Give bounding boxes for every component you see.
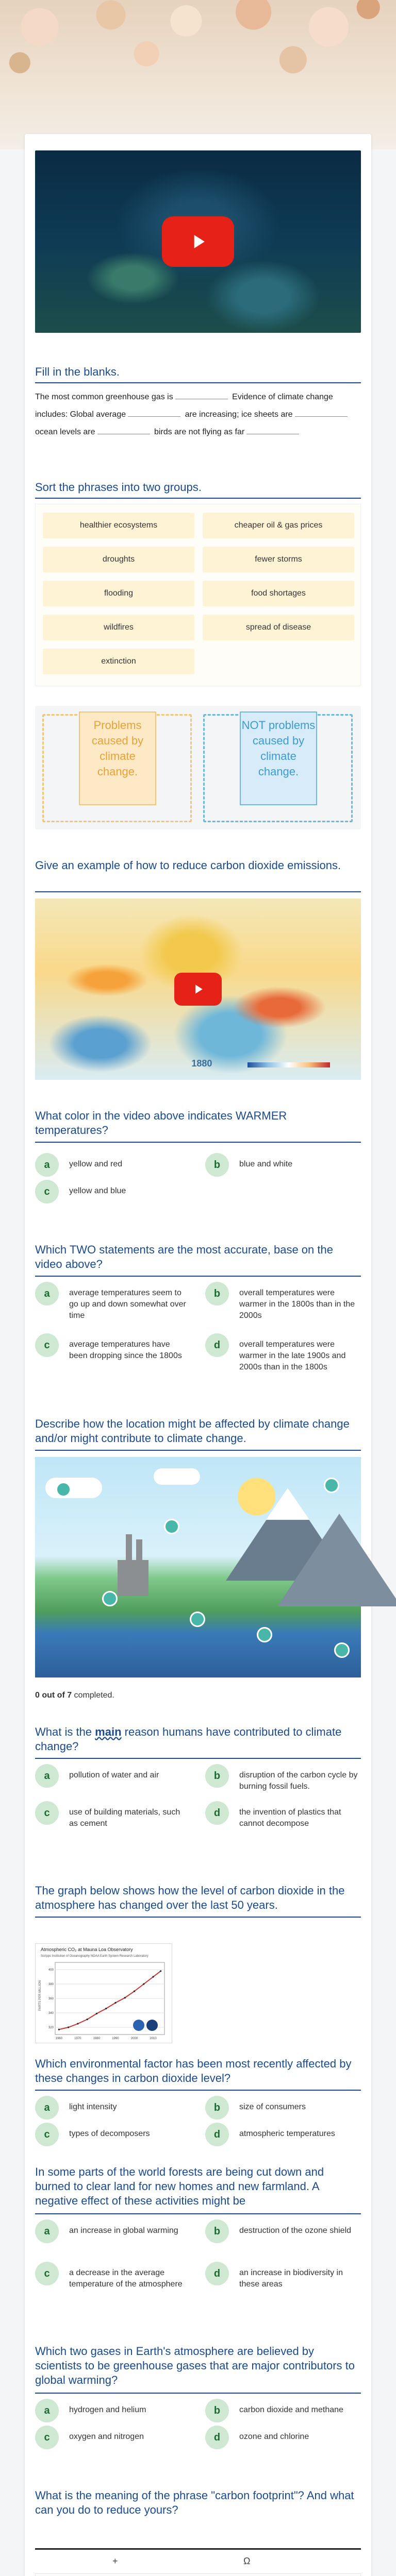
choice-text: types of decomposers [69,2129,150,2138]
chart-title: Atmospheric CO₂ at Mauna Loa Observatory [41,1947,133,1952]
target-problems[interactable] [42,714,192,822]
co2-graph [35,1943,172,2043]
q-gases-heading: Which two gases in Earth's atmosphere are believed by scientists to be greenhouse gases that are major contributors to global warming? [35,2345,355,2386]
choice-a[interactable] [35,1153,190,1177]
factory [118,1560,148,1596]
hotspot[interactable] [324,1478,339,1493]
choice-text: overall temperatures were warmer in the 1800s than in the 2000s [239,1289,355,1320]
heading-rule [35,1276,361,1277]
choice-letter: d [205,2262,229,2285]
choice-letter: a [35,1764,59,1788]
choice-letter: b [205,1153,229,1177]
choice-letter: b [205,2399,229,2422]
y-tick-label: 360 [48,1997,54,2001]
y-tick-label: 340 [48,2012,54,2015]
choice-c[interactable] [35,2426,190,2449]
blank-input[interactable] [295,408,348,417]
scripps-logo [146,2020,158,2031]
choice-letter: b [205,1282,229,1306]
x-tick-label: 2010 [150,2037,157,2040]
q-color-heading: What color in the video above indicates WARMER temperatures? [35,1109,287,1137]
heading-rule [35,2090,361,2091]
choice-text: light intensity [69,2103,117,2111]
heading-rule [35,1142,361,1143]
x-tick-label: 1970 [74,2037,81,2040]
choice-letter: d [205,2123,229,2146]
heading-rule [35,1917,361,1918]
choice-letter: b [205,2096,229,2120]
choice-letter: c [35,2426,59,2449]
play-icon [190,981,206,997]
seashell-banner [0,0,396,149]
choice-d[interactable] [205,2262,360,2290]
choice-text: an increase in biodiversity in these areas [239,2268,343,2289]
fill-in-heading: Fill in the blanks. [35,365,120,378]
choice-text: ozone and chlorine [239,2432,309,2441]
blank-input[interactable] [175,390,228,399]
choice-b[interactable] [205,1282,360,1321]
cloud [45,1478,102,1498]
play-button[interactable] [174,973,222,1006]
smokestack [126,1534,132,1560]
choice-d[interactable] [205,1333,360,1373]
q-reason-heading-post: reason humans have contributed to climate change? [35,1725,342,1753]
choice-text: a decrease in the average temperature of the atmosphere [69,2268,183,2289]
target-not-problems-label: NOT problems caused by climate change. [240,711,317,805]
choice-a[interactable] [35,1282,190,1321]
choice-text: the invention of plastics that cannot decompose [239,1808,341,1828]
color-scale-legend [248,1062,330,1067]
temperature-map-video[interactable] [35,899,361,1080]
choice-letter: c [35,1180,59,1204]
choice-c[interactable] [35,2262,190,2290]
choice-text: overall temperatures were warmer in the late 1900s and 2000s than in the 1800s [239,1340,346,1371]
q-two-options [35,1282,361,1390]
co2-chart [36,1944,172,2043]
y-tick-label: 320 [48,2026,54,2029]
co2-point [96,2013,97,2014]
choice-a[interactable] [35,2399,190,2422]
choice-text: average temperatures have been dropping since the 1800s [69,1340,182,1360]
choice-c[interactable] [35,1801,190,1829]
choice-text: use of building materials, such as cement [69,1808,180,1828]
heading-rule [35,1758,361,1759]
choice-letter: d [205,2426,229,2449]
fill-in-part: ocean levels are [35,428,95,436]
y-axis-label: PARTS PER MILLION [39,1980,42,2011]
choice-letter: c [35,2123,59,2146]
choice-letter: a [35,2399,59,2422]
choice-text: atmospheric temperatures [239,2129,335,2138]
y-tick-label: 380 [48,1983,54,1986]
co2-point [143,1983,144,1985]
co2-point [87,2019,88,2020]
choice-letter: a [35,2096,59,2120]
completed-count: 0 out of 7 [35,1691,72,1700]
sort-chip[interactable]: healthier ecosystems [43,513,194,538]
choice-text: yellow and blue [69,1187,126,1195]
hotspot[interactable] [334,1642,350,1658]
sort-chip-tray [35,504,361,686]
co2-point [134,1990,135,1992]
fill-in-text [35,388,361,441]
heading-rule [35,1450,361,1451]
choice-text: yellow and red [69,1160,123,1168]
video-year: 1880 [191,1058,212,1069]
sort-chip[interactable]: spread of disease [203,615,354,640]
blank-input[interactable] [128,408,180,417]
answer-toolbar [35,2548,361,2574]
choice-text: an increase in global warming [69,2226,178,2235]
co2-point [160,1970,161,1972]
q-two-heading: Which TWO statements are the most accurate, base on the video above? [35,1243,333,1270]
co2-point [152,1976,154,1977]
climate-landscape-image [35,1457,361,1677]
choice-letter: a [35,1153,59,1177]
choice-text: hydrogen and helium [69,2405,146,2414]
x-tick-label: 2000 [130,2037,138,2040]
choice-text: pollution of water and air [69,1771,159,1780]
hotspot[interactable] [102,1591,118,1606]
hotspot[interactable] [190,1612,205,1627]
noaa-logo [133,2020,144,2031]
choice-letter: a [35,1282,59,1306]
choice-b[interactable] [205,1764,360,1792]
choice-d[interactable] [205,2123,360,2146]
symbol-button[interactable]: Ω [243,2556,251,2566]
q-reason-heading-mark: main [95,1725,122,1738]
reduce-heading: Give an example of how to reduce carbon dioxide emissions. [35,859,341,872]
choice-letter: d [205,1333,229,1357]
q-factor-heading: Which environmental factor has been most recently affected by these changes in carbon dioxide level? [35,2057,352,2084]
fill-in-part: Evidence of climate change includes: Global average [35,393,333,419]
q-reason-options [35,1764,361,1836]
choice-d[interactable] [205,2426,360,2449]
graph-heading: The graph below shows how the level of carbon dioxide in the atmosphere has changed over the last 50 years. [35,1884,345,1911]
choice-text: blue and white [239,1160,293,1168]
q-reason-heading-pre: What is the [35,1725,95,1738]
choice-b[interactable] [205,2096,360,2120]
sort-chip[interactable]: extinction [43,649,194,674]
q-footprint-heading: What is the meaning of the phrase "carbon footprint"? And what can you do to reduce yours? [35,2489,354,2516]
completed-suffix: completed. [72,1691,114,1700]
location-heading: Describe how the location might be affected by climate change and/or might contribute to climate change. [35,1417,350,1445]
hotspot[interactable] [257,1627,272,1642]
choice-text: destruction of the ozone shield [239,2226,352,2235]
choice-b[interactable] [205,1153,360,1177]
heading-rule [35,382,361,383]
choice-letter: c [35,2262,59,2285]
choice-c[interactable] [35,2123,190,2146]
x-tick-label: 1990 [112,2037,119,2040]
chart-subtitle: Scripps Institution of Oceanography NOAA Earth System Research Laboratory [41,1955,148,1958]
q-forest-heading: In some parts of the world forests are being cut down and burned to clear land for new homes and new farmland. A negative effect of these activities might be [35,2165,324,2207]
q-forest-options [35,2219,361,2307]
co2-series-line [59,1971,160,2029]
smokestack [136,1539,142,1560]
blank-input[interactable] [246,425,299,434]
choice-text: oxygen and nitrogen [69,2432,144,2441]
choice-a[interactable] [35,2096,190,2120]
cloud [154,1468,200,1485]
mountain [277,1514,396,1606]
sort-targets [35,706,361,829]
q-reason-heading [35,1725,361,1754]
heading-rule [35,498,361,499]
sort-chip[interactable]: flooding [43,581,194,606]
fill-in-part: birds are not flying as far [154,428,245,436]
choice-text: disruption of the carbon cycle by burning fossil fuels. [239,1771,358,1791]
choice-letter: d [205,1801,229,1825]
fill-in-part: are increasing; ice sheets are [185,410,293,419]
heading-rule [35,2213,361,2214]
add-button[interactable]: + [112,2556,118,2566]
hotspot[interactable] [164,1519,179,1534]
x-tick-label: 1980 [93,2037,101,2040]
choice-a[interactable] [35,2219,190,2243]
choice-letter: b [205,1764,229,1788]
play-button[interactable] [162,216,234,267]
q-factor-options [35,2096,361,2153]
x-tick-label: 1960 [55,2037,62,2040]
hotspot[interactable] [56,1482,71,1497]
sort-chip[interactable]: cheaper oil & gas prices [203,513,354,538]
sort-chip[interactable]: fewer storms [203,547,354,572]
choice-text: carbon dioxide and methane [239,2405,343,2414]
hotspot-progress [35,1691,114,1700]
co2-point [105,2008,107,2009]
play-icon [187,230,209,253]
choice-c[interactable] [35,1333,190,1362]
co2-point [114,2002,116,2004]
y-tick-label: 400 [48,1969,54,1972]
co2-point [124,1997,126,1998]
choice-text: average temperatures seem to go up and down somewhat over time [69,1289,186,1320]
choice-letter: c [35,1801,59,1825]
q-color-options [35,1153,361,1215]
choice-letter: c [35,1333,59,1357]
target-not-problems[interactable] [203,714,353,822]
choice-c[interactable] [35,1180,190,1204]
sort-chip[interactable]: food shortages [203,581,354,606]
sort-heading: Sort the phrases into two groups. [35,481,202,494]
fill-in-part: The most common greenhouse gas is [35,393,173,401]
choice-letter: b [205,2219,229,2243]
co2-point [68,2026,69,2028]
choice-letter: a [35,2219,59,2243]
heading-rule [35,2393,361,2394]
target-problems-label: Problems caused by climate change. [79,711,156,805]
sort-chip[interactable]: wildfires [43,615,194,640]
heading-rule [35,891,361,892]
choice-b[interactable] [205,2399,360,2422]
coral-reef-video[interactable] [35,150,361,333]
choice-a[interactable] [35,1764,190,1788]
co2-point [58,2029,60,2030]
q-gases-options [35,2399,361,2455]
co2-point [77,2023,78,2024]
choice-b[interactable] [205,2219,360,2243]
sort-chip[interactable]: droughts [43,547,194,572]
choice-text: size of consumers [239,2103,306,2111]
choice-d[interactable] [205,1801,360,1829]
blank-input[interactable] [97,425,150,434]
